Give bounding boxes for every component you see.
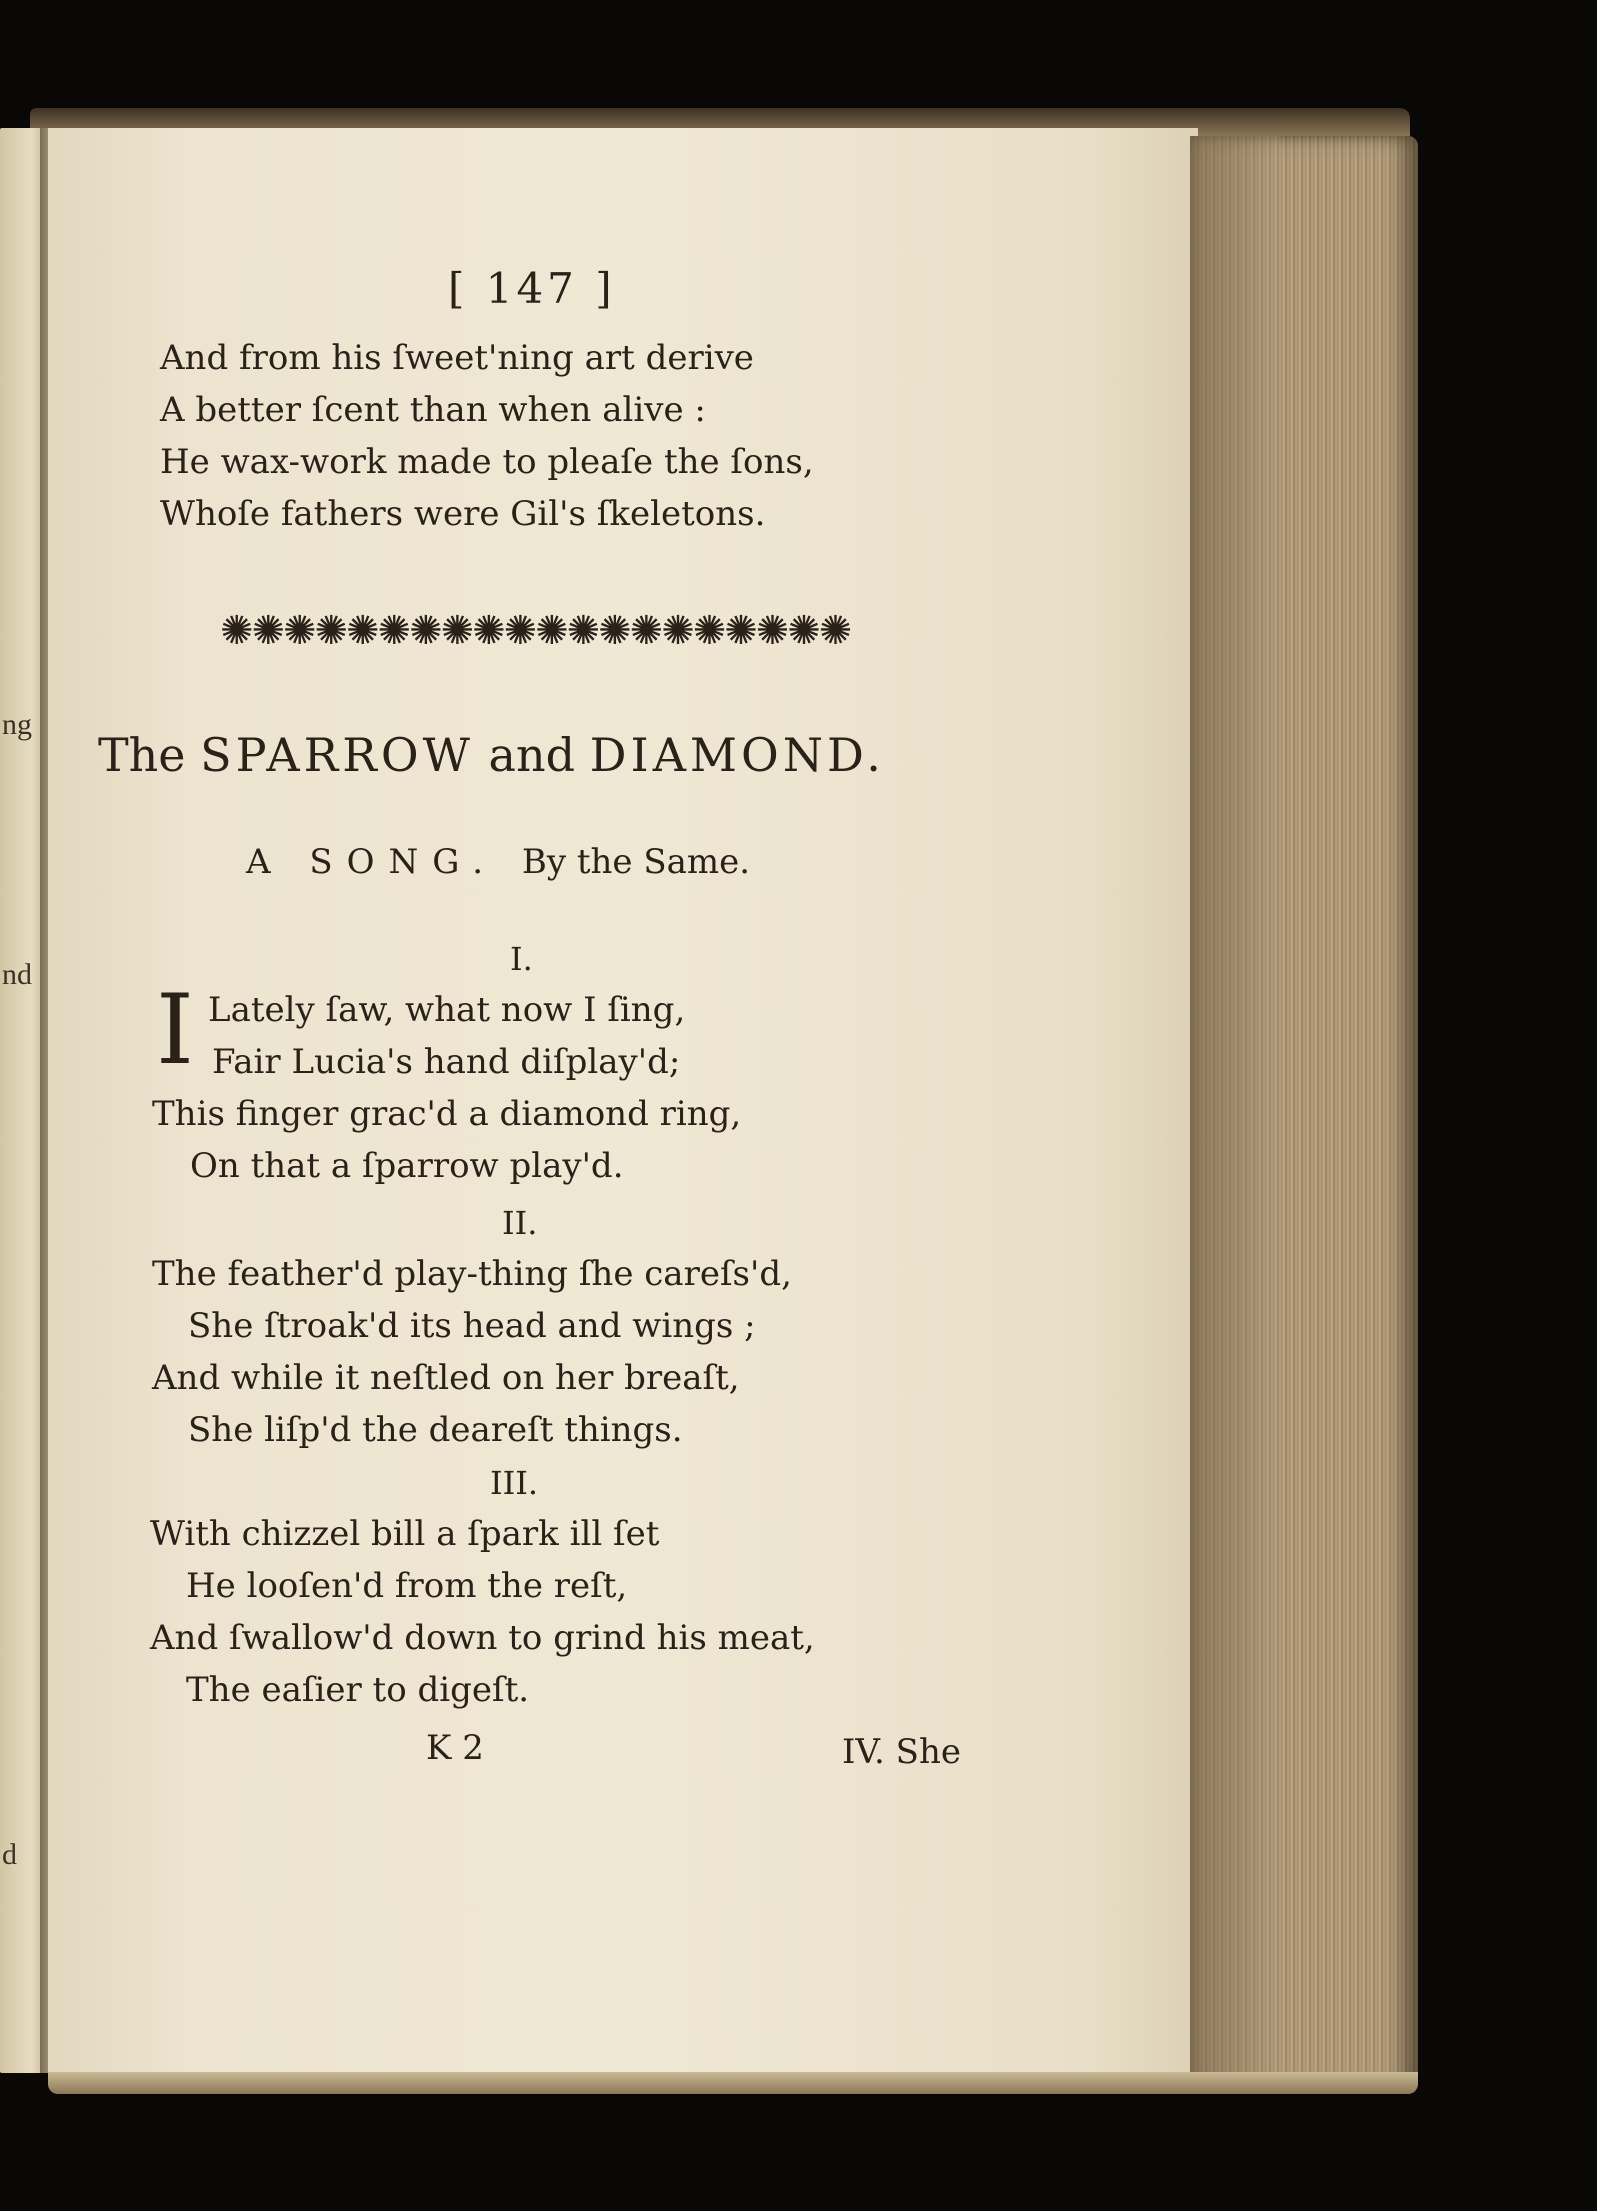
verse-line: He looſen'd from the reſt,	[186, 1566, 628, 1606]
verse-line: The eaſier to digeſt.	[186, 1670, 530, 1710]
verse-line: And from his ſweet'ning art derive	[160, 338, 754, 378]
verse-line: Fair Lucia's hand diſplay'd;	[212, 1042, 681, 1082]
verse-line: Lately ſaw, what now I ſing,	[208, 990, 686, 1030]
left-page-fragment: nd	[2, 958, 32, 991]
verse-line: He wax-work made to pleaſe the ſons,	[160, 442, 814, 482]
stanza-numeral: III.	[490, 1464, 539, 1502]
poem-title	[98, 728, 885, 782]
title-and: and	[488, 728, 576, 782]
signature-mark: K 2	[426, 1728, 484, 1768]
verse-line: A better ſcent than when alive :	[160, 390, 706, 430]
subtitle-author: By the Same.	[521, 842, 751, 882]
verse-line: And while it neſtled on her breaſt,	[152, 1358, 740, 1398]
ornament-divider: ✺✺✺✺✺✺✺✺✺✺✺✺✺✺✺✺✺✺✺✺	[219, 608, 851, 654]
book-bottom-edge	[48, 2072, 1418, 2094]
left-page-fragment: ng	[2, 708, 32, 741]
page-block-shadow	[1190, 136, 1280, 2091]
stanza-numeral: I.	[510, 940, 533, 978]
catchword: IV. She	[842, 1732, 961, 1772]
stanza-numeral: II.	[502, 1204, 538, 1242]
title-diamond: DIAMOND.	[589, 728, 885, 782]
verse-line: This finger grac'd a diamond ring,	[152, 1094, 742, 1134]
left-page-fragment: d	[2, 1838, 17, 1871]
title-sparrow: SPARROW	[200, 728, 474, 782]
verse-line: With chizzel bill a ſpark ill ſet	[150, 1514, 660, 1554]
verse-line: And ſwallow'd down to grind his meat,	[150, 1618, 815, 1658]
verse-line: She ſtroak'd its head and wings ;	[188, 1306, 756, 1346]
subtitle-song: A SONG.	[246, 842, 498, 882]
poem-subtitle	[246, 842, 750, 882]
drop-cap: I	[156, 974, 194, 1086]
page-number: [ 147 ]	[448, 264, 616, 313]
verse-line: On that a ſparrow play'd.	[190, 1146, 624, 1186]
title-prefix: The	[98, 728, 186, 782]
verse-line: She liſp'd the deareſt things.	[188, 1410, 683, 1450]
verse-line: Whoſe fathers were Gil's ſkeletons.	[160, 494, 766, 534]
verse-line: The feather'd play-thing ſhe careſs'd,	[152, 1254, 792, 1294]
